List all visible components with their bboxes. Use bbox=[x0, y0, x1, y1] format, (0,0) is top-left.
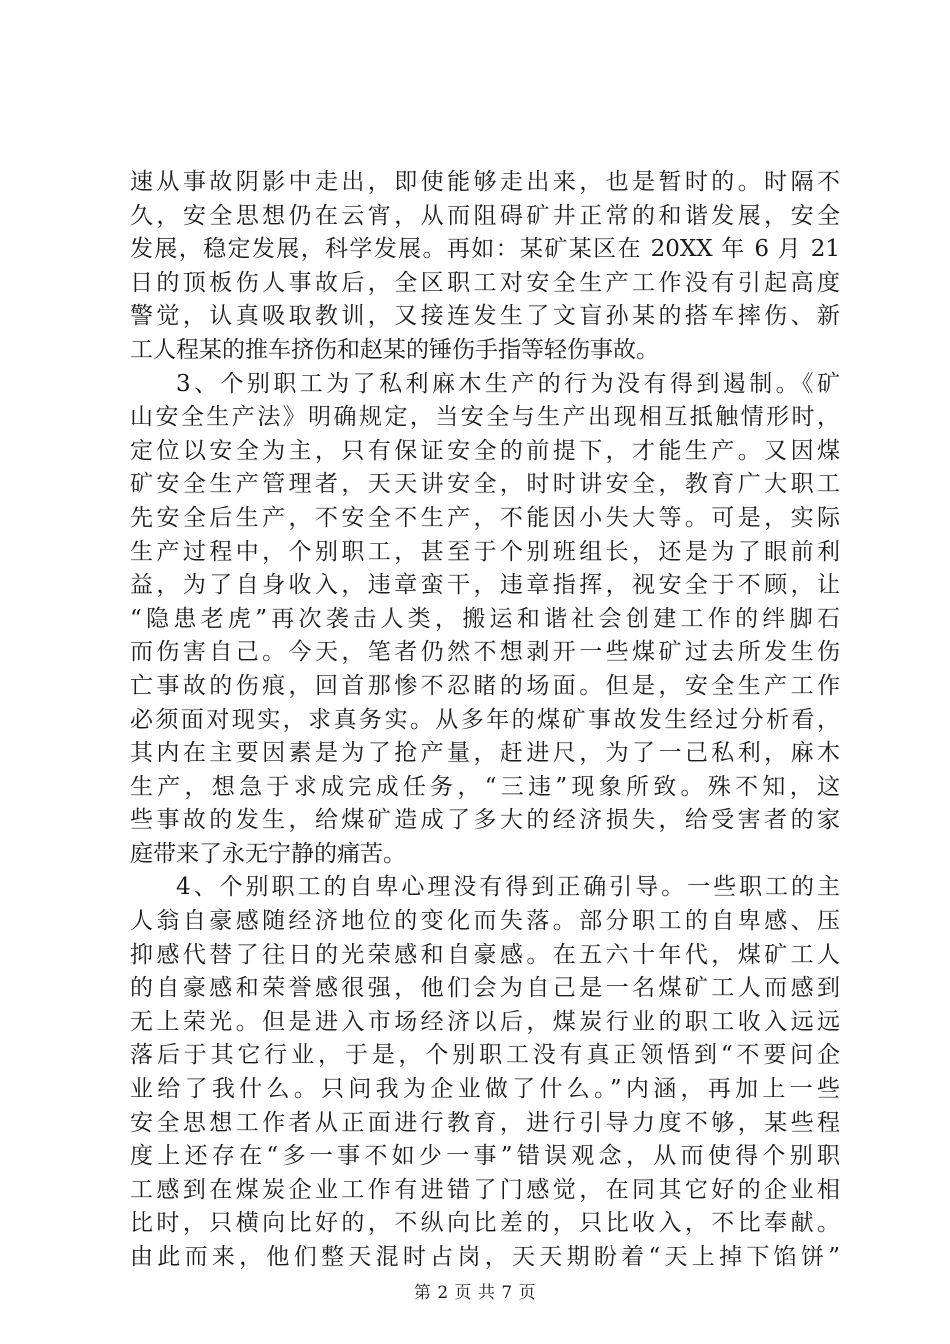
text-line: “隐患老虎”再次袭击人类，搬运和谐社会创建工作的绊脚石 bbox=[130, 605, 840, 632]
text-line: 亡事故的伤痕，回首那惨不忍睹的场面。但是，安全生产工作 bbox=[130, 672, 840, 699]
text-line: 庭带来了永无宁静的痛苦。 bbox=[130, 840, 406, 867]
text-line: 抑感代替了往日的光荣感和自豪感。在五六十年代，煤矿工人 bbox=[130, 941, 840, 968]
text-line: 工感到在煤炭企业工作有进错了门感觉，在同其它好的企业相 bbox=[130, 1176, 840, 1203]
text-line: 其内在主要因素是为了抢产量，赶进尺，为了一己私利，麻木 bbox=[130, 740, 840, 767]
text-line: 速从事故阴影中走出，即使能够走出来，也是暂时的。时隔不 bbox=[130, 169, 840, 195]
text-line: 些事故的发生，给煤矿造成了多大的经济损失，给受害者的家 bbox=[130, 807, 840, 834]
text-line: 久，安全思想仍在云宵，从而阻碍矿井正常的和谐发展，安全 bbox=[130, 202, 840, 229]
text-line: 日的顶板伤人事故后，全区职工对安全生产工作没有引起高度 bbox=[130, 269, 840, 296]
text-line: 益，为了自身收入，违章蛮干，违章指挥，视安全于不顾，让 bbox=[130, 572, 840, 599]
paragraph-start-line: 3、个别职工为了私利麻木生产的行为没有得到遏制。《矿 bbox=[176, 370, 840, 397]
text-line: 矿安全生产管理者，天天讲安全，时时讲安全，教育广大职工 bbox=[130, 471, 840, 498]
text-line: 由此而来，他们整天混时占岗，天天期盼着“天上掉下馅饼” bbox=[130, 1244, 840, 1270]
text-line: 定位以安全为主，只有保证安全的前提下，才能生产。又因煤 bbox=[130, 437, 840, 464]
text-line: 山安全生产法》明确规定，当安全与生产出现相互抵触情形时， bbox=[130, 404, 840, 431]
paragraph-start-line: 4、个别职工的自卑心理没有得到正确引导。一些职工的主 bbox=[176, 874, 840, 901]
text-line: 业给了我什么。只问我为企业做了什么。”内涵，再加上一些 bbox=[130, 1076, 840, 1103]
text-line: 的自豪感和荣誉感很强，他们会为自己是一名煤矿工人而感到 bbox=[130, 975, 840, 1002]
text-line: 度上还存在“多一事不如少一事”错误观念，从而使得个别职 bbox=[130, 1143, 840, 1170]
text-line: 工人程某的推车挤伤和赵某的锤伤手指等轻伤事故。 bbox=[130, 336, 659, 363]
text-line: 而伤害自己。今天，笔者仍然不想剥开一些煤矿过去所发生伤 bbox=[130, 639, 840, 666]
body-text bbox=[130, 166, 840, 1275]
text-line: 警觉，认真吸取教训，又接连发生了文盲孙某的搭车摔伤、新 bbox=[130, 303, 840, 330]
text-line: 发展，稳定发展，科学发展。再如：某矿某区在 20XX 年 6 月 21 bbox=[130, 236, 840, 263]
text-line: 生产，想急于求成完成任务，“三违”现象所致。殊不知，这 bbox=[130, 773, 840, 800]
text-line: 安全思想工作者从正面进行教育，进行引导力度不够，某些程 bbox=[130, 1109, 840, 1136]
text-line: 人翁自豪感随经济地位的变化而失落。部分职工的自卑感、压 bbox=[130, 908, 840, 935]
text-line: 生产过程中，个别职工，甚至于个别班组长，还是为了眼前利 bbox=[130, 538, 840, 565]
text-line: 先安全后生产，不安全不生产，不能因小失大等。可是，实际 bbox=[130, 504, 840, 531]
text-line: 无上荣光。但是进入市场经济以后，煤炭行业的职工收入远远 bbox=[130, 1008, 840, 1035]
text-line: 落后于其它行业，于是，个别职工没有真正领悟到“不要问企 bbox=[130, 1042, 840, 1069]
text-line: 必须面对现实，求真务实。从多年的煤矿事故发生经过分析看， bbox=[130, 706, 840, 733]
page-number-footer: 第 2 页 共 7 页 bbox=[413, 1283, 537, 1303]
text-line: 比时，只横向比好的，不纵向比差的，只比收入，不比奉献。 bbox=[130, 1210, 840, 1237]
